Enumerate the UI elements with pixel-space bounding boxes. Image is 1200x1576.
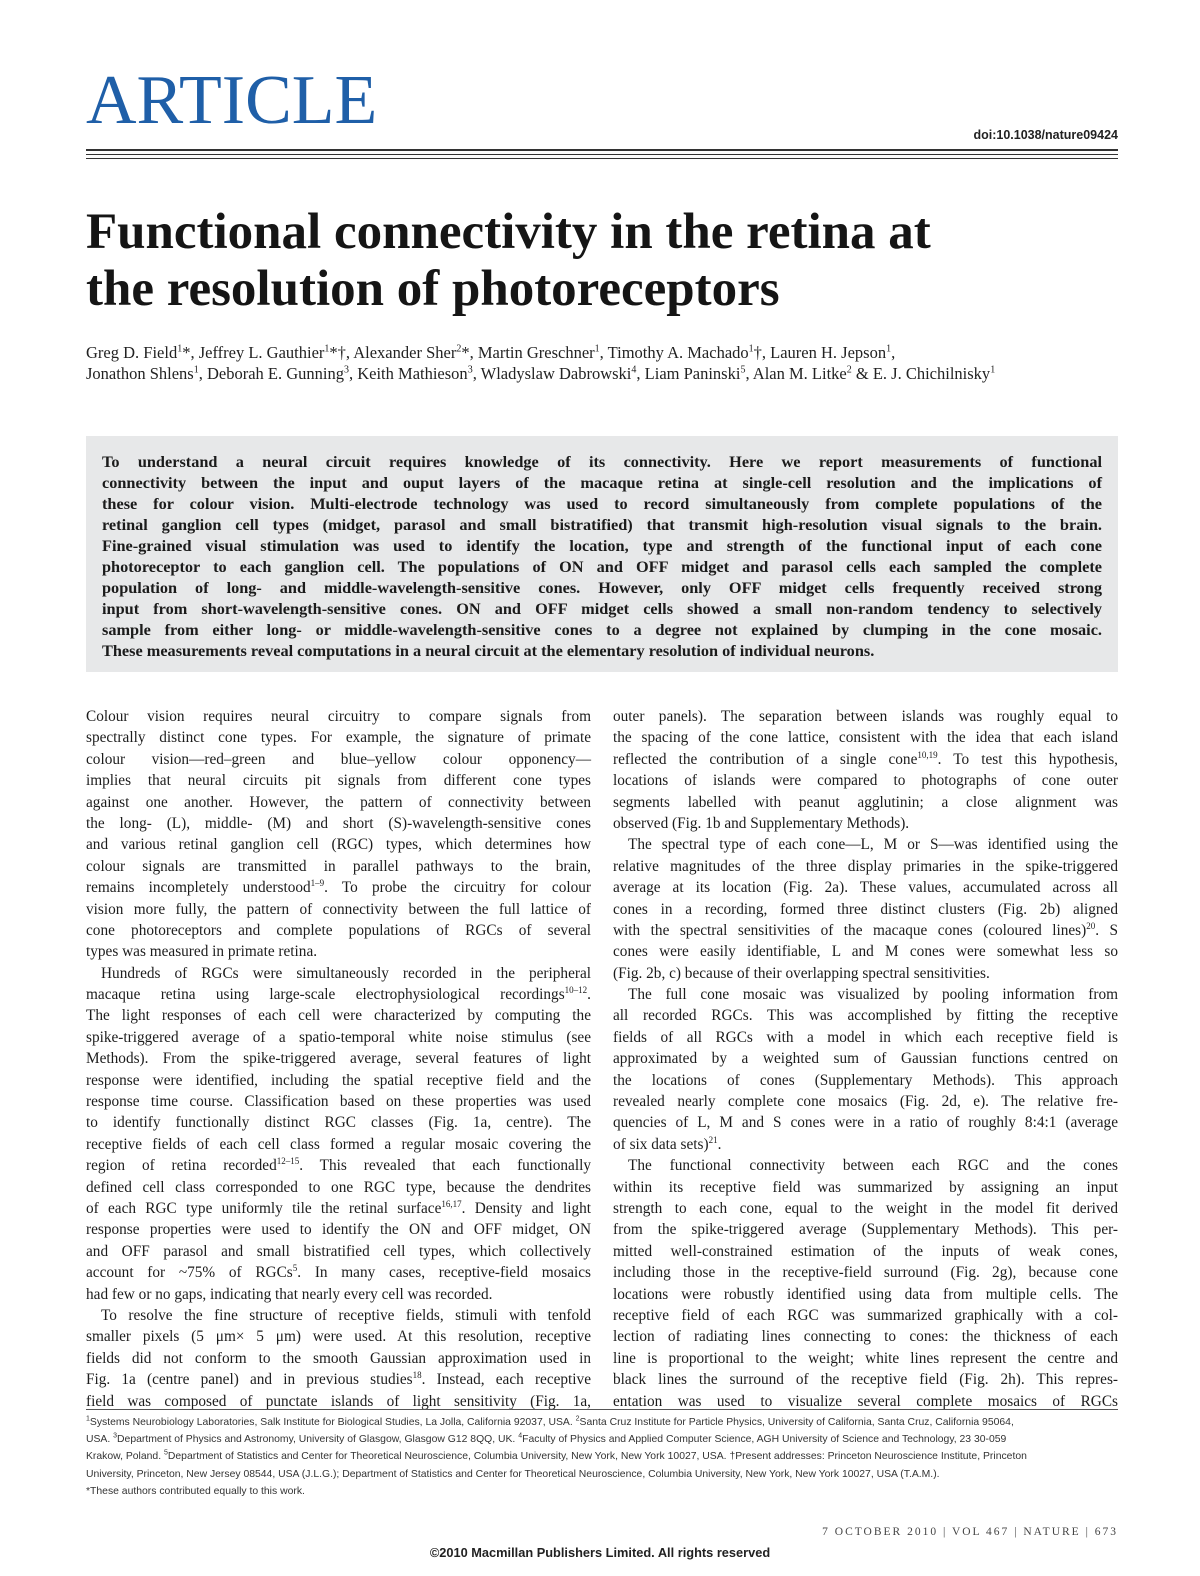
- text-run: including those in the receptive-field surround (Fig. 2g), because cone: [613, 1264, 1118, 1282]
- author-name: Jonathon Shlens: [86, 364, 194, 383]
- body-text-line: [613, 920, 1118, 941]
- author-affiliation-sup: 1: [177, 343, 183, 355]
- footnote-line: [86, 1466, 1126, 1483]
- text-run: within its receptive field was summarized by assigning an input: [613, 1178, 1118, 1196]
- article-title: [86, 204, 1126, 318]
- text-run: the spacing of the cone lattice, consistent with the idea that each island: [613, 729, 1118, 747]
- text-run: . To probe the circuitry for colour: [324, 879, 591, 897]
- body-text-line: [86, 1284, 591, 1305]
- header-rule-thick: [86, 149, 1118, 151]
- body-text-line: [613, 1005, 1118, 1026]
- text-run: locations of islands were compared to photographs of cone outer: [613, 772, 1118, 790]
- text-run: account for ~75% of RGCs: [86, 1264, 293, 1282]
- text-run: . This revealed that each functionally: [299, 1157, 591, 1175]
- text-run: mitted well-constrained estimation of the inputs of weak cones,: [613, 1242, 1118, 1260]
- text-run: field was composed of punctate islands of light sensitivity (Fig. 1a,: [86, 1392, 591, 1410]
- author-line-2: [86, 363, 1126, 384]
- footnote-line: [86, 1483, 1126, 1500]
- author-separator: *,: [182, 343, 199, 362]
- doi-link[interactable]: doi:10.1038/nature09424: [973, 128, 1118, 142]
- body-text-line: [86, 856, 591, 877]
- text-run: all recorded RGCs. This was accomplished by fitting the receptive: [613, 1007, 1118, 1025]
- abstract-line: Fine-grained visual stimulation was used to identify the location, type and strength of the functional input of each cone: [102, 536, 1102, 555]
- body-text-line: [86, 941, 591, 962]
- body-text-line: [613, 1070, 1118, 1091]
- author-separator: ,: [745, 364, 753, 383]
- body-text-line: [86, 1305, 591, 1326]
- text-run: cones were easily identifiable, L and M cones were somewhat less so: [613, 943, 1118, 961]
- footnote-text: *These authors contributed equally to this work.: [86, 1485, 305, 1497]
- abstract-line: these for colour vision. Multi-electrode technology was used to record simultaneously from complete populations of the: [102, 494, 1102, 513]
- text-run: spectrally distinct cone types. For example, the signature of primate: [86, 729, 591, 747]
- author-name: Timothy A. Machado: [607, 343, 749, 362]
- text-run: quencies of L, M and S cones were in a ratio of roughly 8:4:1 (average: [613, 1114, 1118, 1132]
- text-run: .: [717, 1135, 722, 1153]
- text-run: cones in a recording, formed three distinct clusters (Fig. 2b) aligned: [613, 900, 1118, 918]
- text-run: the long- (L), middle- (M) and short (S)-wavelength-sensitive cones: [86, 814, 591, 832]
- text-run: spike-triggered average of a spatio-temporal white noise stimulus (see: [86, 1028, 591, 1046]
- body-text-line: [86, 1219, 591, 1240]
- body-text-line: [86, 770, 591, 791]
- body-text-line: [613, 1348, 1118, 1369]
- body-text-line: [86, 1048, 591, 1069]
- body-text-line: [613, 1369, 1118, 1390]
- text-run: remains incompletely understood: [86, 879, 311, 897]
- author-name: Greg D. Field: [86, 343, 178, 362]
- text-run: cone photoreceptors and complete populations of RGCs of several: [86, 921, 591, 939]
- author-affiliation-sup: 1: [193, 364, 199, 376]
- text-run: fields did not conform to the smooth Gaussian approximation used in: [86, 1349, 591, 1367]
- body-text-line: [613, 1284, 1118, 1305]
- footnote-line: [86, 1431, 1126, 1448]
- body-column-right: [613, 706, 1118, 1412]
- body-text-line: [86, 1177, 591, 1198]
- author-line-1: [86, 342, 1126, 363]
- body-text-line: [613, 1134, 1118, 1155]
- text-run: response properties were used to identify the ON and OFF midget, ON: [86, 1221, 591, 1239]
- text-run: response were identified, including the spatial receptive field and the: [86, 1071, 591, 1089]
- text-run: reflected the contribution of a single cone: [613, 750, 918, 768]
- text-run: Hundreds of RGCs were simultaneously recorded in the peripheral: [101, 964, 591, 982]
- body-text-line: [86, 1091, 591, 1112]
- footnote-sup: 1: [86, 1415, 90, 1423]
- body-text-line: [613, 984, 1118, 1005]
- text-run: colour vision—red–green and blue–yellow colour opponency—: [86, 750, 591, 768]
- citation-sup: 12–15: [276, 1156, 300, 1167]
- text-run: average at its location (Fig. 2a). These values, accumulated across all: [613, 879, 1118, 897]
- abstract-line: These measurements reveal computations in a neural circuit at the elementary resolution of individual neurons.: [102, 641, 875, 660]
- text-run: To resolve the fine structure of receptive fields, stimuli with tenfold: [101, 1306, 591, 1324]
- body-text-line: [613, 1112, 1118, 1133]
- abstract-line: sample from either long- or middle-wavelength-sensitive cones to a degree not explained by clumping in the cone mosaic.: [102, 620, 1102, 639]
- body-text-line: [86, 706, 591, 727]
- text-run: locations were robustly identified using data from multiple cells. The: [613, 1285, 1118, 1303]
- text-run: macaque retina using large-scale electrophysiological recordings: [86, 986, 565, 1004]
- text-run: of each RGC type uniformly tile the retinal surface: [86, 1199, 442, 1217]
- text-run: had few or no gaps, indicating that nearly every cell was recorded.: [86, 1285, 493, 1303]
- author-affiliation-sup: 5: [740, 364, 746, 376]
- body-text-line: [86, 1134, 591, 1155]
- abstract-text: [102, 451, 1102, 661]
- author-name: Wladyslaw Dabrowski: [480, 364, 632, 383]
- text-run: revealed nearly complete cone mosaics (Fig. 2d, e). The relative fre-: [613, 1093, 1118, 1111]
- footnote-sup: 3: [113, 1432, 118, 1440]
- body-text-line: [613, 856, 1118, 877]
- text-run: entation was used to visualize several complete mosaics of RGCs: [613, 1392, 1118, 1410]
- text-run: region of retina recorded: [86, 1157, 277, 1175]
- body-text-line: [613, 1241, 1118, 1262]
- text-run: outer panels). The separation between islands was roughly equal to: [613, 708, 1118, 725]
- body-text-line: [86, 1262, 591, 1283]
- author-affiliation-sup: 3: [343, 364, 349, 376]
- author-affiliation-sup: 2: [846, 364, 852, 376]
- body-text-line: [613, 1155, 1118, 1176]
- author-name: Alan M. Litke: [752, 364, 847, 383]
- body-text-line: [86, 877, 591, 898]
- body-text-line: [613, 1326, 1118, 1347]
- body-text-line: [86, 1241, 591, 1262]
- author-name: Jeffrey L. Gauthier: [198, 343, 325, 362]
- title-line-2: the resolution of photoreceptors: [86, 261, 780, 317]
- text-run: approximated by a weighted sum of Gaussian functions centred on: [613, 1050, 1118, 1068]
- author-separator: ,: [472, 364, 481, 383]
- text-run: vision more fully, the pattern of connectivity between the full lattice of: [86, 900, 591, 918]
- body-text-line: [613, 813, 1118, 834]
- body-text-line: [613, 1177, 1118, 1198]
- author-separator: *†,: [329, 343, 354, 362]
- author-name: Liam Paninski: [644, 364, 741, 383]
- text-run: lection of radiating lines connecting to cones: the thickness of each: [613, 1328, 1118, 1346]
- body-text-line: [86, 1005, 591, 1026]
- text-run: (Fig. 2b, c) because of their overlapping spectral sensitivities.: [613, 964, 990, 982]
- text-run: and various retinal ganglion cell (RGC) types, which determines how: [86, 836, 591, 854]
- body-text-line: [613, 792, 1118, 813]
- author-name: Lauren H. Jepson: [770, 343, 887, 362]
- footnote-text: Systems Neurobiology Laboratories, Salk Institute for Biological Studies, La Jolla, California 92037, USA.: [89, 1417, 576, 1428]
- citation-sup: 21: [708, 1134, 718, 1145]
- citation-sup: 10,19: [917, 749, 938, 760]
- citation-sup: 10–12: [564, 984, 588, 995]
- text-run: . Density and light: [461, 1199, 591, 1217]
- body-text-line: [86, 1348, 591, 1369]
- text-run: . In many cases, receptive-field mosaics: [297, 1264, 591, 1282]
- body-column-left: [86, 706, 591, 1412]
- text-run: .: [587, 986, 591, 1004]
- body-text-line: [86, 1070, 591, 1091]
- text-run: of six data sets): [613, 1135, 709, 1153]
- author-name: Keith Mathieson: [357, 364, 468, 383]
- footnote-line: [86, 1448, 1126, 1465]
- body-text-line: [86, 792, 591, 813]
- author-separator: ,: [599, 343, 608, 362]
- abstract-line: population of long- and middle-wavelength-sensitive cones. However, only OFF midget cells frequently received strong: [102, 578, 1102, 597]
- body-text-line: [613, 1091, 1118, 1112]
- text-run: defined cell class corresponded to one RGC type, because the dendrites: [86, 1178, 591, 1196]
- text-run: . S: [1095, 921, 1118, 939]
- author-list: [86, 342, 1126, 384]
- footnote-sup: 5: [163, 1449, 168, 1457]
- text-run: Methods). From the spike-triggered average, several features of light: [86, 1050, 591, 1068]
- text-run: . To test this hypothesis,: [937, 750, 1118, 768]
- author-name: Martin Greschner: [477, 343, 595, 362]
- affiliations-footnotes: [86, 1414, 1126, 1500]
- text-run: smaller pixels (5 μm× 5 μm) were used. At this resolution, receptive: [86, 1328, 591, 1346]
- body-text-line: [86, 963, 591, 984]
- text-run: The spectral type of each cone—L, M or S—was identified using the: [628, 836, 1118, 854]
- body-text-line: [86, 920, 591, 941]
- journal-section-label: ARTICLE: [86, 62, 378, 139]
- page-footer-issue: 7 OCTOBER 2010 | VOL 467 | NATURE | 673: [822, 1526, 1118, 1538]
- abstract-line: To understand a neural circuit requires knowledge of its connectivity. Here we report measurements of functional: [102, 452, 1102, 471]
- author-affiliation-sup: 1: [990, 364, 996, 376]
- header-rule-thin-2: [86, 158, 1118, 159]
- body-text-line: [613, 1048, 1118, 1069]
- body-text-line: [613, 1262, 1118, 1283]
- author-separator: ,: [198, 364, 207, 383]
- body-text-line: [613, 963, 1118, 984]
- footnote-sup: 2: [575, 1415, 580, 1423]
- author-affiliation-sup: 3: [467, 364, 473, 376]
- text-run: line is proportional to the weight; white lines represent the centre and: [613, 1349, 1118, 1367]
- text-run: strength to each cone, equal to the weight in the model fit derived: [613, 1199, 1118, 1217]
- text-run: relative magnitudes of the three display primaries in the spike-triggered: [613, 857, 1118, 875]
- text-run: segments labelled with peanut agglutinin; a close alignment was: [613, 793, 1118, 811]
- text-run: response time course. Classification based on these properties was used: [86, 1093, 591, 1111]
- body-text-line: [613, 1219, 1118, 1240]
- copyright-notice: ©2010 Macmillan Publishers Limited. All rights reserved: [429, 1545, 771, 1560]
- header-rule-thin-1: [86, 154, 1118, 155]
- text-run: The full cone mosaic was visualized by pooling information from: [628, 986, 1118, 1004]
- author-affiliation-sup: 1: [748, 343, 754, 355]
- footnote-text: Krakow, Poland.: [86, 1451, 164, 1463]
- text-run: black lines the surround of the receptive field (Fig. 2h). This repres-: [613, 1371, 1118, 1389]
- body-text-line: [613, 706, 1118, 727]
- body-text-line: [613, 1305, 1118, 1326]
- author-separator: ,: [636, 364, 645, 383]
- abstract-line: retinal ganglion cell types (midget, parasol and small bistratified) that transmit high-resolution visual signals to the brain.: [102, 515, 1102, 534]
- text-run: to identify functionally distinct RGC classes (Fig. 1a, centre). The: [86, 1114, 591, 1132]
- body-text-line: [613, 749, 1118, 770]
- body-text-line: [86, 1369, 591, 1390]
- body-text-line: [613, 834, 1118, 855]
- body-text-line: [613, 1198, 1118, 1219]
- author-separator: †,: [753, 343, 771, 362]
- abstract-line: photoreceptor to each ganglion cell. The populations of ON and OFF midget and parasol cells each sampled the complete: [102, 557, 1102, 576]
- footnote-text: USA.: [86, 1434, 114, 1446]
- footnote-text: University, Princeton, New Jersey 08544, USA (J.L.G.); Department of Statistics and Center for Theoretical Neuroscience, Columbia University, New York, New York 10027, USA (T.A.M.).: [86, 1468, 940, 1480]
- author-affiliation-sup: 4: [631, 364, 637, 376]
- text-run: The functional connectivity between each RGC and the cones: [628, 1157, 1118, 1175]
- body-text-line: [86, 1027, 591, 1048]
- author-affiliation-sup: 1: [324, 343, 330, 355]
- author-separator: *,: [461, 343, 478, 362]
- body-text-line: [613, 899, 1118, 920]
- text-run: . Instead, each receptive: [421, 1371, 591, 1389]
- body-text-line: [86, 749, 591, 770]
- author-name: E. J. Chichilnisky: [872, 364, 991, 383]
- body-text-line: [86, 1198, 591, 1219]
- body-text-line: [86, 1112, 591, 1133]
- text-run: Colour vision requires neural circuitry to compare signals from: [86, 708, 591, 725]
- text-run: against one another. However, the pattern of connectivity between: [86, 793, 591, 811]
- body-text-line: [86, 899, 591, 920]
- body-text-line: [613, 1027, 1118, 1048]
- footnote-text: Santa Cruz Institute for Particle Physics, University of California, Santa Cruz, California 95064,: [579, 1417, 1014, 1428]
- body-text-line: [613, 727, 1118, 748]
- title-line-1: Functional connectivity in the retina at: [86, 204, 931, 260]
- text-run: types was measured in primate retina.: [86, 943, 318, 961]
- footnote-text: Department of Physics and Astronomy, University of Glasgow, Glasgow G12 8QQ, UK.: [117, 1434, 519, 1446]
- citation-sup: 18: [412, 1370, 422, 1381]
- text-run: The light responses of each cell were characterized by computing the: [86, 1007, 591, 1025]
- author-affiliation-sup: 2: [456, 343, 462, 355]
- citation-sup: 5: [292, 1263, 298, 1274]
- body-text-line: [613, 877, 1118, 898]
- author-separator: &: [851, 364, 873, 383]
- text-run: and OFF parasol and small bistratified cell types, which collectively: [86, 1242, 591, 1260]
- text-run: implies that neural circuits pit signals from different cone types: [86, 772, 591, 790]
- body-text-line: [86, 1155, 591, 1176]
- author-name: Alexander Sher: [353, 343, 457, 362]
- text-run: receptive field of each RGC was summarized graphically with a col-: [613, 1306, 1118, 1324]
- author-name: Deborah E. Gunning: [206, 364, 344, 383]
- citation-sup: 16,17: [441, 1198, 462, 1209]
- footnote-line: [86, 1414, 1126, 1431]
- text-run: colour signals are transmitted in parallel pathways to the brain,: [86, 857, 591, 875]
- abstract-line: input from short-wavelength-sensitive cones. ON and OFF midget cells showed a small non-random tendency to selectively: [102, 599, 1102, 618]
- footnote-divider: [86, 1409, 1118, 1410]
- body-text-line: [86, 727, 591, 748]
- text-run: receptive fields of each cell class formed a regular mosaic covering the: [86, 1135, 591, 1153]
- author-separator: ,: [891, 343, 896, 362]
- author-affiliation-sup: 1: [594, 343, 600, 355]
- abstract-line: connectivity between the input and ouput layers of the macaque retina at single-cell resolution and the implications of: [102, 473, 1102, 492]
- text-run: Fig. 1a (centre panel) and in previous studies: [86, 1371, 413, 1389]
- footnote-text: Department of Statistics and Center for Theoretical Neuroscience, Columbia University, New York, New York 10027, USA. †Present addresses: Princeton Neuroscience Institute, Princeton: [167, 1451, 1027, 1463]
- author-affiliation-sup: 1: [886, 343, 892, 355]
- body-text-line: [613, 770, 1118, 791]
- body-text-line: [86, 1326, 591, 1347]
- body-text-line: [613, 941, 1118, 962]
- citation-sup: 1–9: [310, 878, 325, 889]
- body-text-line: [86, 813, 591, 834]
- author-separator: ,: [348, 364, 358, 383]
- citation-sup: 20: [1086, 920, 1096, 931]
- footnote-text: Faculty of Physics and Applied Computer Science, AGH University of Science and Technology, 23 30-059: [522, 1434, 1007, 1446]
- text-run: with the spectral sensitivities of the macaque cones (coloured lines): [613, 921, 1087, 939]
- text-run: fields of all RGCs with a model in which each receptive field is: [613, 1028, 1118, 1046]
- text-run: observed (Fig. 1b and Supplementary Methods).: [613, 814, 910, 832]
- body-text-line: [86, 834, 591, 855]
- body-text-line: [86, 984, 591, 1005]
- text-run: from the spike-triggered average (Supplementary Methods). This per-: [613, 1221, 1118, 1239]
- text-run: the locations of cones (Supplementary Methods). This approach: [613, 1071, 1118, 1089]
- footnote-sup: 4: [518, 1432, 523, 1440]
